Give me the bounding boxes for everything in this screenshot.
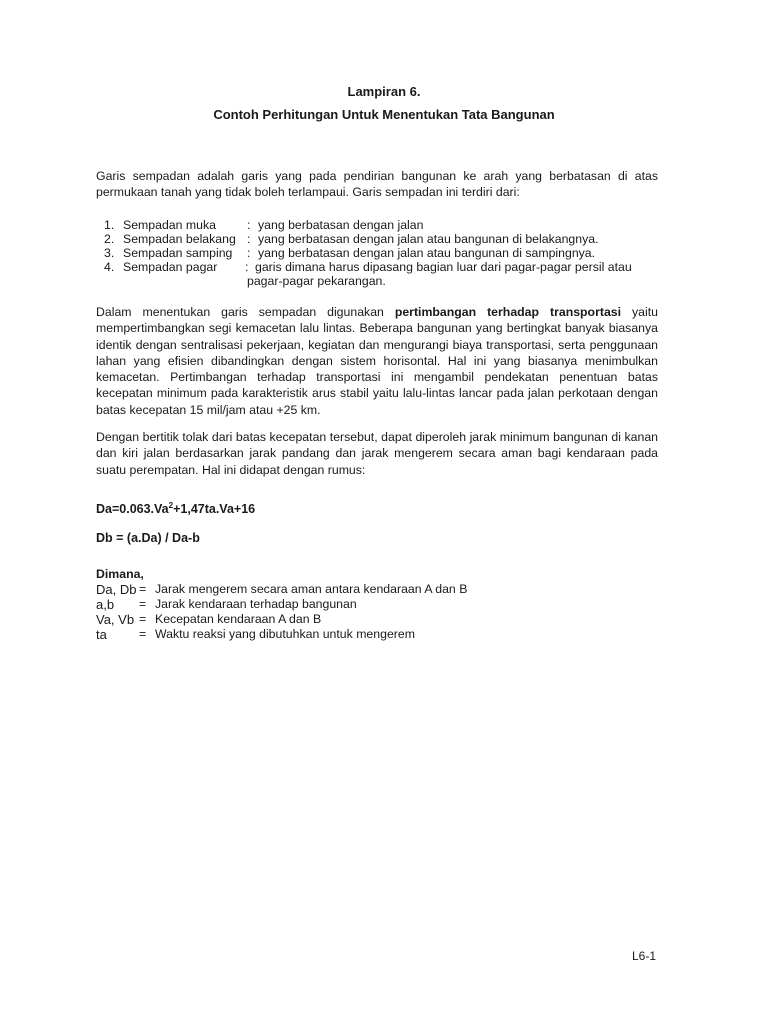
definition-row	[96, 612, 656, 627]
heading-title: Contoh Perhitungan Untuk Menentukan Tata Bangunan	[213, 107, 555, 122]
list-number: 1.	[104, 218, 115, 232]
list-description: yang berbatasan dengan jalan atau bangunan di belakangnya.	[258, 232, 599, 246]
list-colon: :	[245, 260, 249, 274]
setback-list	[104, 218, 664, 288]
intro-paragraph: Garis sempadan adalah garis yang pada pendirian bangunan ke arah yang berbatasan di atas permukaan tanah yang tidak boleh terlampaui. Garis sempadan ini terdiri dari:	[96, 169, 658, 200]
definition-symbol: ta	[96, 627, 107, 642]
list-term: Sempadan muka	[123, 218, 216, 232]
formula-db: Db = (a.Da) / Da-b	[96, 531, 200, 545]
definition-symbol: Da, Db	[96, 582, 137, 597]
list-colon: :	[247, 246, 251, 260]
definition-equals: =	[139, 597, 147, 611]
list-description-continued: pagar-pagar pekarangan.	[247, 274, 386, 288]
definition-text: Jarak kendaraan terhadap bangunan	[155, 597, 357, 611]
list-number: 2.	[104, 232, 115, 246]
list-number: 3.	[104, 246, 115, 260]
list-item-continuation	[104, 274, 664, 288]
definition-symbol: Va, Vb	[96, 612, 135, 627]
transport-emphasis: pertimbangan terhadap transportasi	[394, 305, 622, 319]
definition-text: Kecepatan kendaraan A dan B	[155, 612, 322, 626]
definition-equals: =	[139, 627, 147, 641]
formula-da-base: Da=0.063.Va	[96, 502, 169, 516]
list-item	[104, 260, 664, 274]
definition-equals: =	[139, 612, 147, 626]
definition-row	[96, 582, 656, 597]
definition-text: Jarak mengerem secara aman antara kendaraan A dan B	[155, 582, 468, 596]
list-number: 4.	[104, 260, 115, 274]
formula-da-rest: +1,47ta.Va+16	[173, 502, 256, 516]
list-description: garis dimana harus dipasang bagian luar dari pagar-pagar persil atau	[255, 260, 632, 274]
formula-da	[96, 501, 255, 516]
formula-intro-paragraph: Dengan bertitik tolak dari batas kecepatan tersebut, dapat diperoleh jarak minimum bangunan di kanan dan kiri jalan berdasarkan jarak pandang dan jarak mengerem secara aman bagi kendaraan pada suatu perempatan. Hal ini didapat dengan rumus:	[96, 430, 658, 477]
list-term: Sempadan samping	[123, 246, 233, 260]
list-term: Sempadan belakang	[123, 232, 236, 246]
list-term: Sempadan pagar	[123, 260, 218, 274]
definition-row	[96, 627, 656, 642]
list-description: yang berbatasan dengan jalan	[258, 218, 424, 232]
definition-text: Waktu reaksi yang dibutuhkan untuk mengerem	[155, 627, 415, 641]
list-item	[104, 232, 664, 246]
transport-text-rest: yaitu mempertimbangkan segi kemacetan lalu lintas. Beberapa bangunan yang bertingkat banyak biasanya identik dengan sentralisasi pekerjaan, kegiatan dan mengurangi biaya transportasi, serta penggunaan lahan yang efisien dibandingkan dengan sistem horisontal. Hal ini yang biasanya menimbulkan kemacetan. Pertimbangan terhadap transportasi ini mengambil pendekatan penentuan batas kecepatan minimum pada karakteristik arus stabil yaitu lalu-lintas lancar pada jalan perkotaan dengan batas kecepatan 15 mil/jam atau +25 km.	[96, 305, 658, 417]
definition-symbol: a,b	[96, 597, 115, 612]
heading-appendix: Lampiran 6.	[347, 84, 421, 99]
definitions-title: Dimana,	[96, 567, 144, 581]
list-description: yang berbatasan dengan jalan atau bangunan di sampingnya.	[258, 246, 596, 260]
transport-paragraph	[96, 304, 658, 418]
list-colon: :	[247, 232, 251, 246]
transport-text-start: Dalam menentukan garis sempadan digunakan	[96, 305, 395, 319]
definition-row	[96, 597, 656, 612]
formula-da-exponent: 2	[168, 501, 174, 510]
definitions	[96, 567, 656, 642]
list-colon: :	[247, 218, 251, 232]
list-item	[104, 246, 664, 260]
page-number: L6-1	[632, 949, 657, 963]
definition-equals: =	[139, 582, 147, 596]
list-item	[104, 218, 664, 232]
